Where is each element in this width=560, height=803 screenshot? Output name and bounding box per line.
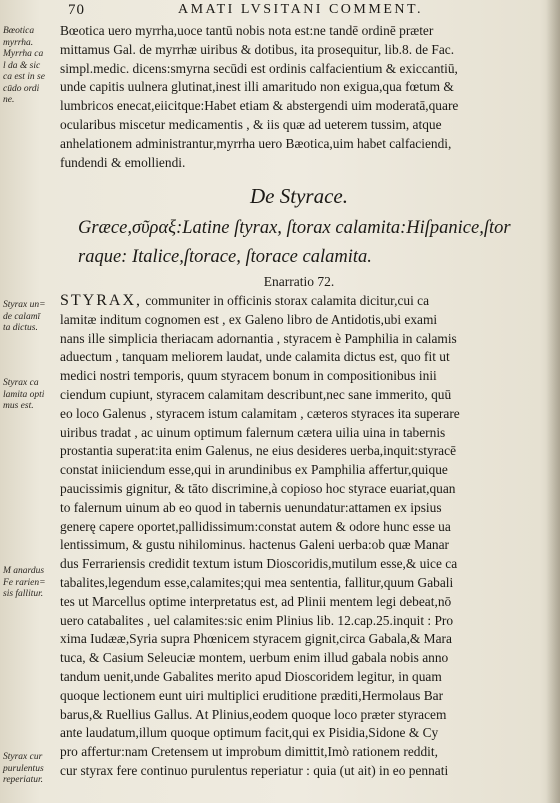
line-text: dus Ferrariensis credidit textum istum Dioscoridis,mutilum esse,& uice ca <box>60 556 458 572</box>
text-line <box>60 461 538 480</box>
line-text: pro affertur:nam Cretensem ut improbum dimittit,Imò rationem reddit, <box>60 744 438 760</box>
paragraph-styrax <box>60 292 538 781</box>
line-text: cur styrax fere continuo purulentus reperiatur : quia (ut ait) in eo pennati <box>60 762 449 778</box>
text-line <box>60 762 538 781</box>
text-line: cūdo ordi <box>3 83 40 94</box>
text-line: raque: Italice,ſtorace, ſtorace calamita. <box>78 247 372 267</box>
text-line <box>60 555 538 574</box>
text-line: mus est. <box>3 401 34 411</box>
text-line: reperiatur. <box>3 775 44 785</box>
line-text: ciendum cupiunt, styracem calamitam describunt,nec sane immerito, quū <box>60 386 452 402</box>
running-title: AMATI LVSITANI COMMENT. <box>178 2 423 17</box>
marginal-note <box>3 752 59 787</box>
text-line <box>60 292 538 311</box>
text-line <box>60 724 538 743</box>
text-line <box>60 593 538 612</box>
text-line: Styrax un= <box>3 300 46 310</box>
line-text: eo loco Galenus , styracem istum calamitam , cæteros styraces ita superare <box>60 405 460 421</box>
text-line: Bœotica <box>3 26 35 36</box>
line-text: medici nostri temporis, quum styracem bonum in compositionibus inii <box>60 368 437 384</box>
text-line <box>60 574 538 593</box>
line-text: tes ut Marcellus optime interpretatus est, ad Plinii mentem legi debeat,nō <box>60 593 452 609</box>
text-line: Græce,σῦραξ:Latine ſtyrax, ſtorax calamita:Hiſpanice,ſtor <box>78 218 511 238</box>
line-text: constat iniiciendum esse,qui in arundinibus ex Pamphilia affertur,quique <box>60 462 448 478</box>
text-line <box>60 630 538 649</box>
line-text: quoque lectionem eunt uiri multiplici eruditione præditi,Hermolaus Bar <box>60 687 444 703</box>
text-line <box>60 405 538 424</box>
line-text: paucissimis gignitur, & tāto discrimine,à copioso hoc styrace euariat,quan <box>60 480 456 496</box>
line-text: aduectum , tanquam meliorem laudat, unde calamita dictus est, quo fit ut <box>60 349 450 365</box>
text-line: Styrax cur <box>3 752 43 762</box>
synonyms-block <box>78 214 538 272</box>
text-line <box>60 706 538 725</box>
line-text: prostantia superat:ita enim Galenus, ne eius desideres uerba,inquit:styracē <box>60 443 457 459</box>
lead-word: STYRAX, <box>60 292 143 309</box>
text-line <box>60 612 538 631</box>
line-text: communiter in officinis storax calamita dicitur,cui ca <box>142 293 430 308</box>
line-text: lentissimum, & gustu nihilominus. hactenus Galeni uerba:ob quæ Manar <box>60 537 450 553</box>
text-line <box>60 330 538 349</box>
page-number: 70 <box>68 2 85 18</box>
text-line: de calamī <box>3 311 41 322</box>
line-text: lamitæ inditum cognomen est , ex Galeno libro de Antidotis,ubi exami <box>60 311 438 327</box>
text-line: fundendi & emolliendi. <box>60 154 186 170</box>
running-header <box>60 2 540 20</box>
line-text: tandum uenit,unde Gabalites merito apud Dioscoridem legitur, in quam <box>60 668 442 684</box>
text-line: ocularibus miscetur medicamentis , & iis quæ ad ueterem tussim, atque <box>60 116 442 132</box>
text-line: l da & sic <box>3 60 41 71</box>
marginal-note <box>3 300 59 335</box>
text-line: mittamus Gal. de myrrhæ uiribus & dotibus, ita prosequitur, lib.8. de Fac. <box>60 41 455 57</box>
section-heading: De Styrace. <box>250 184 348 208</box>
text-line <box>60 367 538 386</box>
enarratio-label: Enarratio 72. <box>263 274 335 289</box>
text-line: Bœotica uero myrrha,uoce tantū nobis nota est:ne tandē ordinē præter <box>60 23 434 38</box>
text-line: Styrax ca <box>3 378 39 388</box>
text-line: Fe rarien= <box>3 577 46 588</box>
text-line: ta dictus. <box>3 323 38 333</box>
text-line <box>60 687 538 706</box>
text-line: myrrha. <box>3 37 34 48</box>
line-text: tuca, & Casium Seleuciæ montem, uerbum enim illud gabala nobis anno <box>60 650 449 666</box>
line-text: uero catabalites , uel calamites:sic enim Plinius lib. 12.cap.25.inquit : Pro <box>60 612 454 628</box>
text-line <box>60 518 538 537</box>
text-line <box>60 743 538 762</box>
text-line: M anardus <box>3 566 45 576</box>
text-line <box>60 442 538 461</box>
line-text: nans ille simplicia theriacam adornantia , styracem è Pamphilia in calamis <box>60 330 457 346</box>
text-line: anhelationem administrantur,myrrha uero Bæotica,uim habet calfaciendi, <box>60 135 452 151</box>
text-line <box>60 348 538 367</box>
text-line <box>60 668 538 687</box>
line-text: to falernum uinum ab eo quod in tabernis uenundatur:attamen ex ipsius <box>60 499 442 515</box>
page-edge-shadow <box>546 0 560 803</box>
paragraph-myrrha <box>60 22 538 172</box>
text-line <box>60 424 538 443</box>
line-text: tabalites,legendum esse,calamites;qui mea sententia, fallitur,quum Gabali <box>60 574 454 590</box>
text-line: lumbricos enecat,eiicitque:Habet etiam & abstergendi uim moderatā,quare <box>60 98 459 114</box>
text-line: ca est in se <box>3 72 45 82</box>
line-text: barus,& Ruellius Gallus. At Plinius,eodem quoque loco præter styracem <box>60 706 447 722</box>
text-line <box>60 311 538 330</box>
text-line: unde capitis uulnera glutinat,inest illi amaritudo non exigua,qua fœtum & <box>60 79 454 95</box>
marginal-note <box>3 26 59 107</box>
text-line: purulentus <box>3 763 44 774</box>
text-line <box>60 649 538 668</box>
text-line: sis fallitur. <box>3 589 44 599</box>
marginal-note <box>3 378 59 413</box>
text-line: Myrrha ca <box>3 49 44 59</box>
text-line <box>60 480 538 499</box>
line-text: generę capere oportet,pallidissimum:constat autem & odore hunc esse ua <box>60 518 451 534</box>
text-line: lamita opti <box>3 389 45 400</box>
line-text: xima Iudææ,Syria supra Phœnicem styracem gignit,circa Gabala,& Mara <box>60 631 452 647</box>
text-line <box>60 536 538 555</box>
line-text: ante laudatum,illum quoque optimum facit,qui ex Pisidia,Sidone & Cy <box>60 725 439 741</box>
text-line: simpl.medic. dicens:smyrna secūdi est ordinis calfacientium & exiccantiū, <box>60 60 458 76</box>
line-text: uiribus tradat , ac uinum optimum falernum cætera uilia uina in tabernis <box>60 424 446 440</box>
text-line <box>60 386 538 405</box>
marginal-note <box>3 566 59 601</box>
text-line: ne. <box>3 95 15 105</box>
text-line <box>60 499 538 518</box>
